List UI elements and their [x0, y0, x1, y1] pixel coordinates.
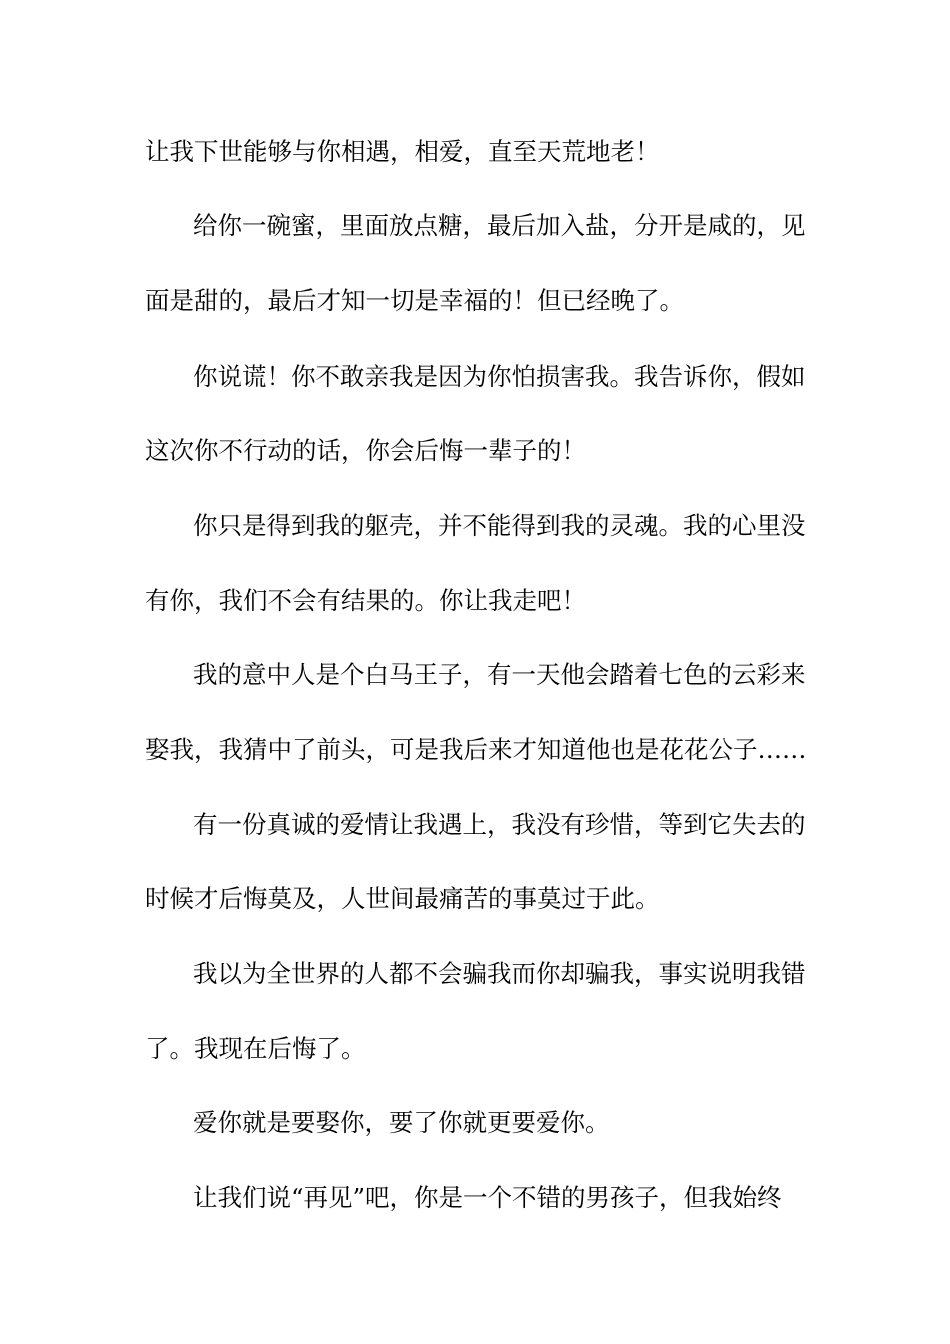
text-line-9: 娶我，我猜中了前头，可是我后来才知道他也是花花公子…… — [145, 735, 807, 764]
text-line-4: 你说谎！你不敢亲我是因为你怕损害我。我告诉你，假如 — [193, 362, 806, 391]
text-line-5: 这次你不行动的话，你会后悔一辈子的！ — [145, 436, 586, 465]
text-line-6: 你只是得到我的躯壳，并不能得到我的灵魂。我的心里没 — [193, 511, 806, 540]
text-line-13: 了。我现在后悔了。 — [145, 1034, 366, 1063]
text-line-11: 时候才后悔莫及，人世间最痛苦的事莫过于此。 — [145, 884, 660, 913]
text-line-10: 有一份真诚的爱情让我遇上，我没有珍惜，等到它失去的 — [193, 810, 806, 839]
text-line-3: 面是甜的，最后才知一切是幸福的！但已经晚了。 — [145, 286, 684, 315]
text-line-12: 我以为全世界的人都不会骗我而你却骗我，事实说明我错 — [193, 959, 806, 988]
text-line-1: 让我下世能够与你相遇，相爱，直至天荒地老！ — [145, 137, 660, 166]
text-line-2: 给你一碗蜜，里面放点糖，最后加入盐，分开是咸的，见 — [193, 211, 806, 240]
text-line-8: 我的意中人是个白马王子，有一天他会踏着七色的云彩来 — [193, 660, 806, 689]
text-line-7: 有你，我们不会有结果的。你让我走吧！ — [145, 586, 586, 615]
text-line-15: 让我们说“再见”吧，你是一个不错的男孩子，但我始终 — [193, 1183, 782, 1212]
text-line-14: 爱你就是要娶你，要了你就更要爱你。 — [193, 1108, 610, 1137]
